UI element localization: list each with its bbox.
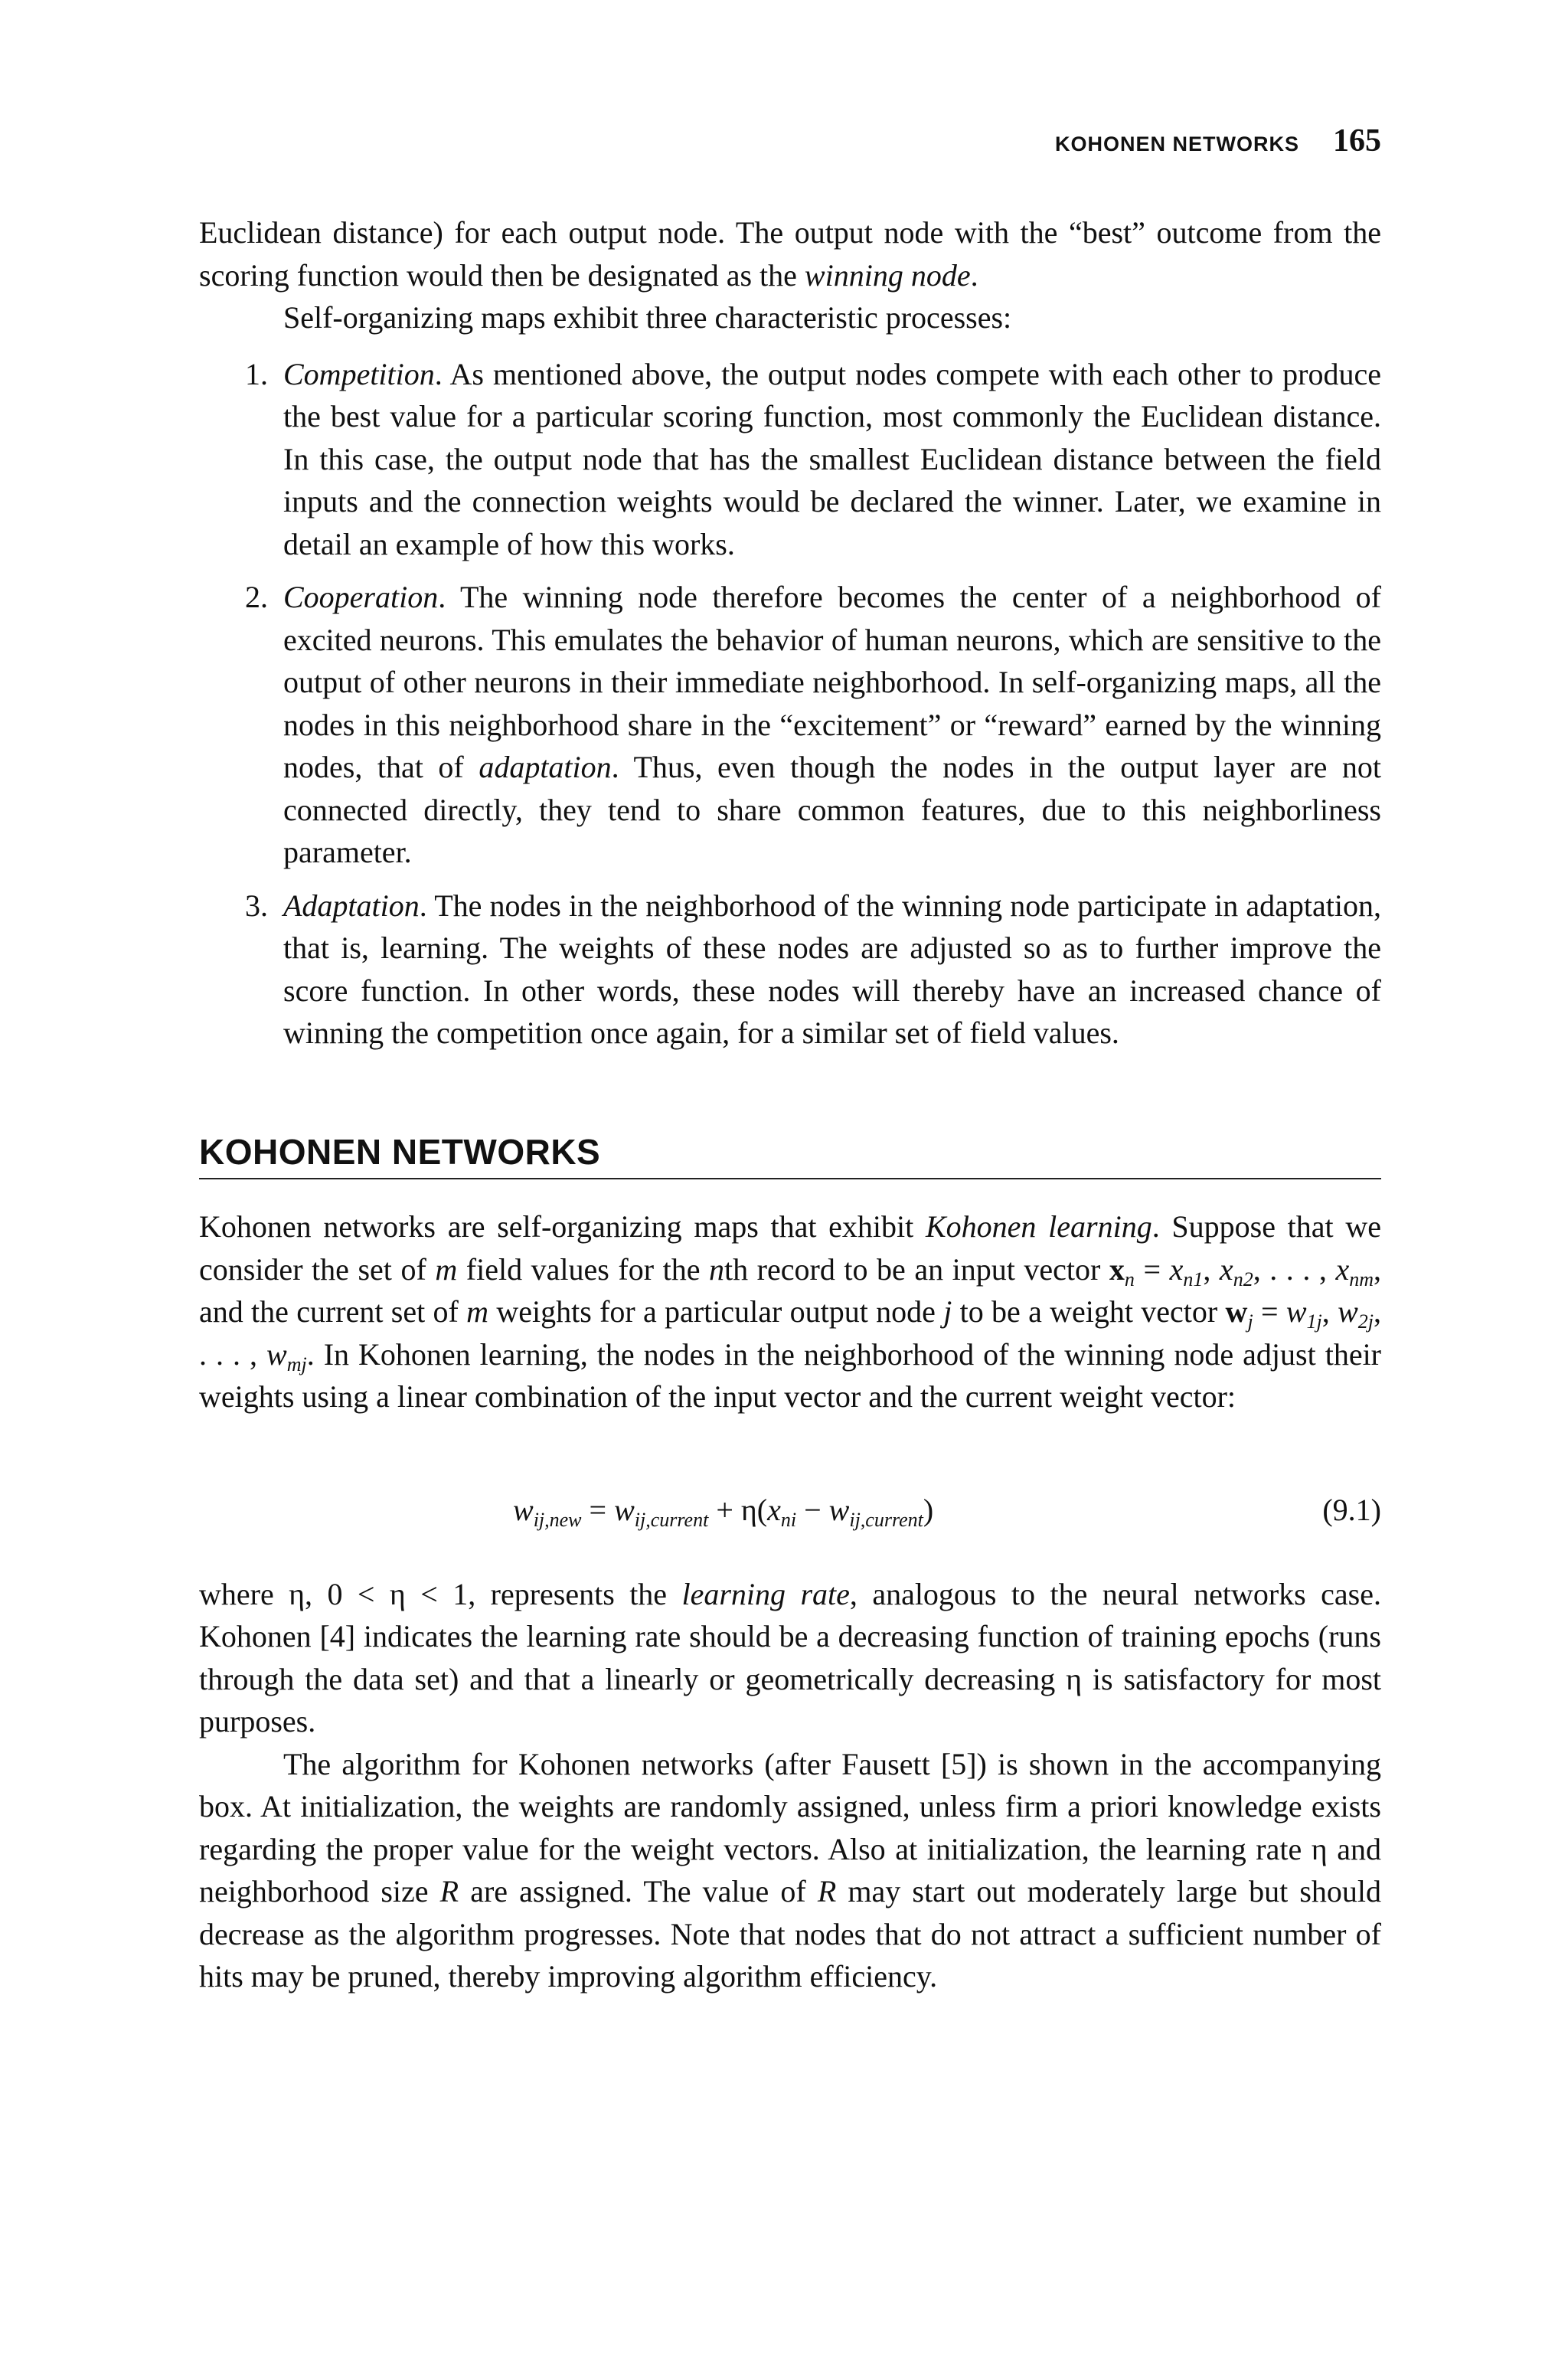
equation-9-1: [199, 1489, 1381, 1535]
intro-paragraph: Euclidean distance) for each output node. The output node with the “best” outcome from the scoring function would then be designated as the winning node.: [199, 215, 1381, 293]
winning-node-term: winning node: [804, 257, 971, 293]
kohonen-paragraph-2: where η, 0 < η < 1, represents the learning rate, analogous to the neural networks case. Kohonen [4] indicates the learning rate should be a decreasing function of training epochs (runs through the data set) and that a linearly or geometrically decreasing η is satisfactory for most purposes.: [199, 1576, 1381, 1738]
running-head: [1055, 123, 1381, 159]
process-term: Competition: [283, 356, 435, 391]
process-term: Cooperation: [283, 580, 439, 614]
list-number: 3.: [245, 888, 268, 923]
book-page: [199, 0, 1381, 2368]
list-number: 2.: [245, 580, 268, 614]
adaptation-term: adaptation: [479, 750, 612, 784]
learning-rate-term: learning rate: [681, 1576, 850, 1611]
list-item: 2. Cooperation. The winning node therefore becomes the center of a neighborhood of excited neurons. This emulates the behavior of human neurons, which are sensitive to the output of other neurons in their immediate neighborhood. In self-organizing maps, all the nodes in this neighborhood share in the “excitement” or “reward” earned by the winning nodes, that of adaptation. Thus, even though the nodes in the output layer are not connected directly, they tend to share common features, due to this neighborliness parameter.: [199, 576, 1381, 874]
process-term: Adaptation: [283, 888, 420, 923]
process-list: [199, 353, 1381, 1055]
page-number: 165: [1333, 123, 1381, 159]
page-body: [199, 211, 1381, 1998]
equation-expression: $w_{ij,new} = w_{ij,current} + \eta(x_{ni} - w_{ij,current})$: [513, 1492, 934, 1531]
lead-in-paragraph: Self-organizing maps exhibit three characteristic processes:: [283, 300, 1012, 335]
list-item: 3. Adaptation. The nodes in the neighborhood of the winning node participate in adaptation, that is, learning. The weights of these nodes are adjusted so as to further improve the score function. In other words, these nodes will thereby have an increased chance of winning the competition once again, for a similar set of field values.: [199, 885, 1381, 1055]
list-number: 1.: [245, 356, 268, 391]
section-heading: KOHONEN NETWORKS: [199, 1131, 1381, 1180]
equation-number: (9.1): [1322, 1492, 1381, 1527]
kohonen-paragraph-3: The algorithm for Kohonen networks (after Fausett [5]) is shown in the accompanying box. At initialization, the weights are randomly assigned, unless firm a priori knowledge exists regarding the proper value for the weight vectors. Also at initialization, the learning rate η and neighborhood size R are assigned. The value of R may start out moderately large but should decrease as the algorithm progresses. Note that nodes that do not attract a sufficient number of hits may be pruned, thereby improving algorithm efficiency.: [199, 1746, 1381, 1994]
running-title: KOHONEN NETWORKS: [1055, 132, 1299, 155]
kohonen-section: [199, 1131, 1381, 1998]
list-item: 1. Competition. As mentioned above, the output nodes compete with each other to produce the best value for a particular scoring function, most commonly the Euclidean distance. In this case, the output node that has the smallest Euclidean distance between the field inputs and the connection weights would be declared the winner. Later, we examine in detail an example of how this works.: [199, 353, 1381, 566]
kohonen-paragraph-1: Kohonen networks are self-organizing maps that exhibit Kohonen learning. Suppose that we consider the set of m field values for the nth record to be an input vector $x_n = x_{n1}$, $x_{n2}$, . . . , $x_{nm}$, and the current set of m weights for a particular output node j to be a weight vector $w_j = w_{1j}$, $w_{2j}$, . . . , $w_{mj}$. In Kohonen learning, the nodes in the neighborhood of the winning node adjust their weights using a linear combination of the input vector and the current weight vector:: [199, 1209, 1382, 1414]
